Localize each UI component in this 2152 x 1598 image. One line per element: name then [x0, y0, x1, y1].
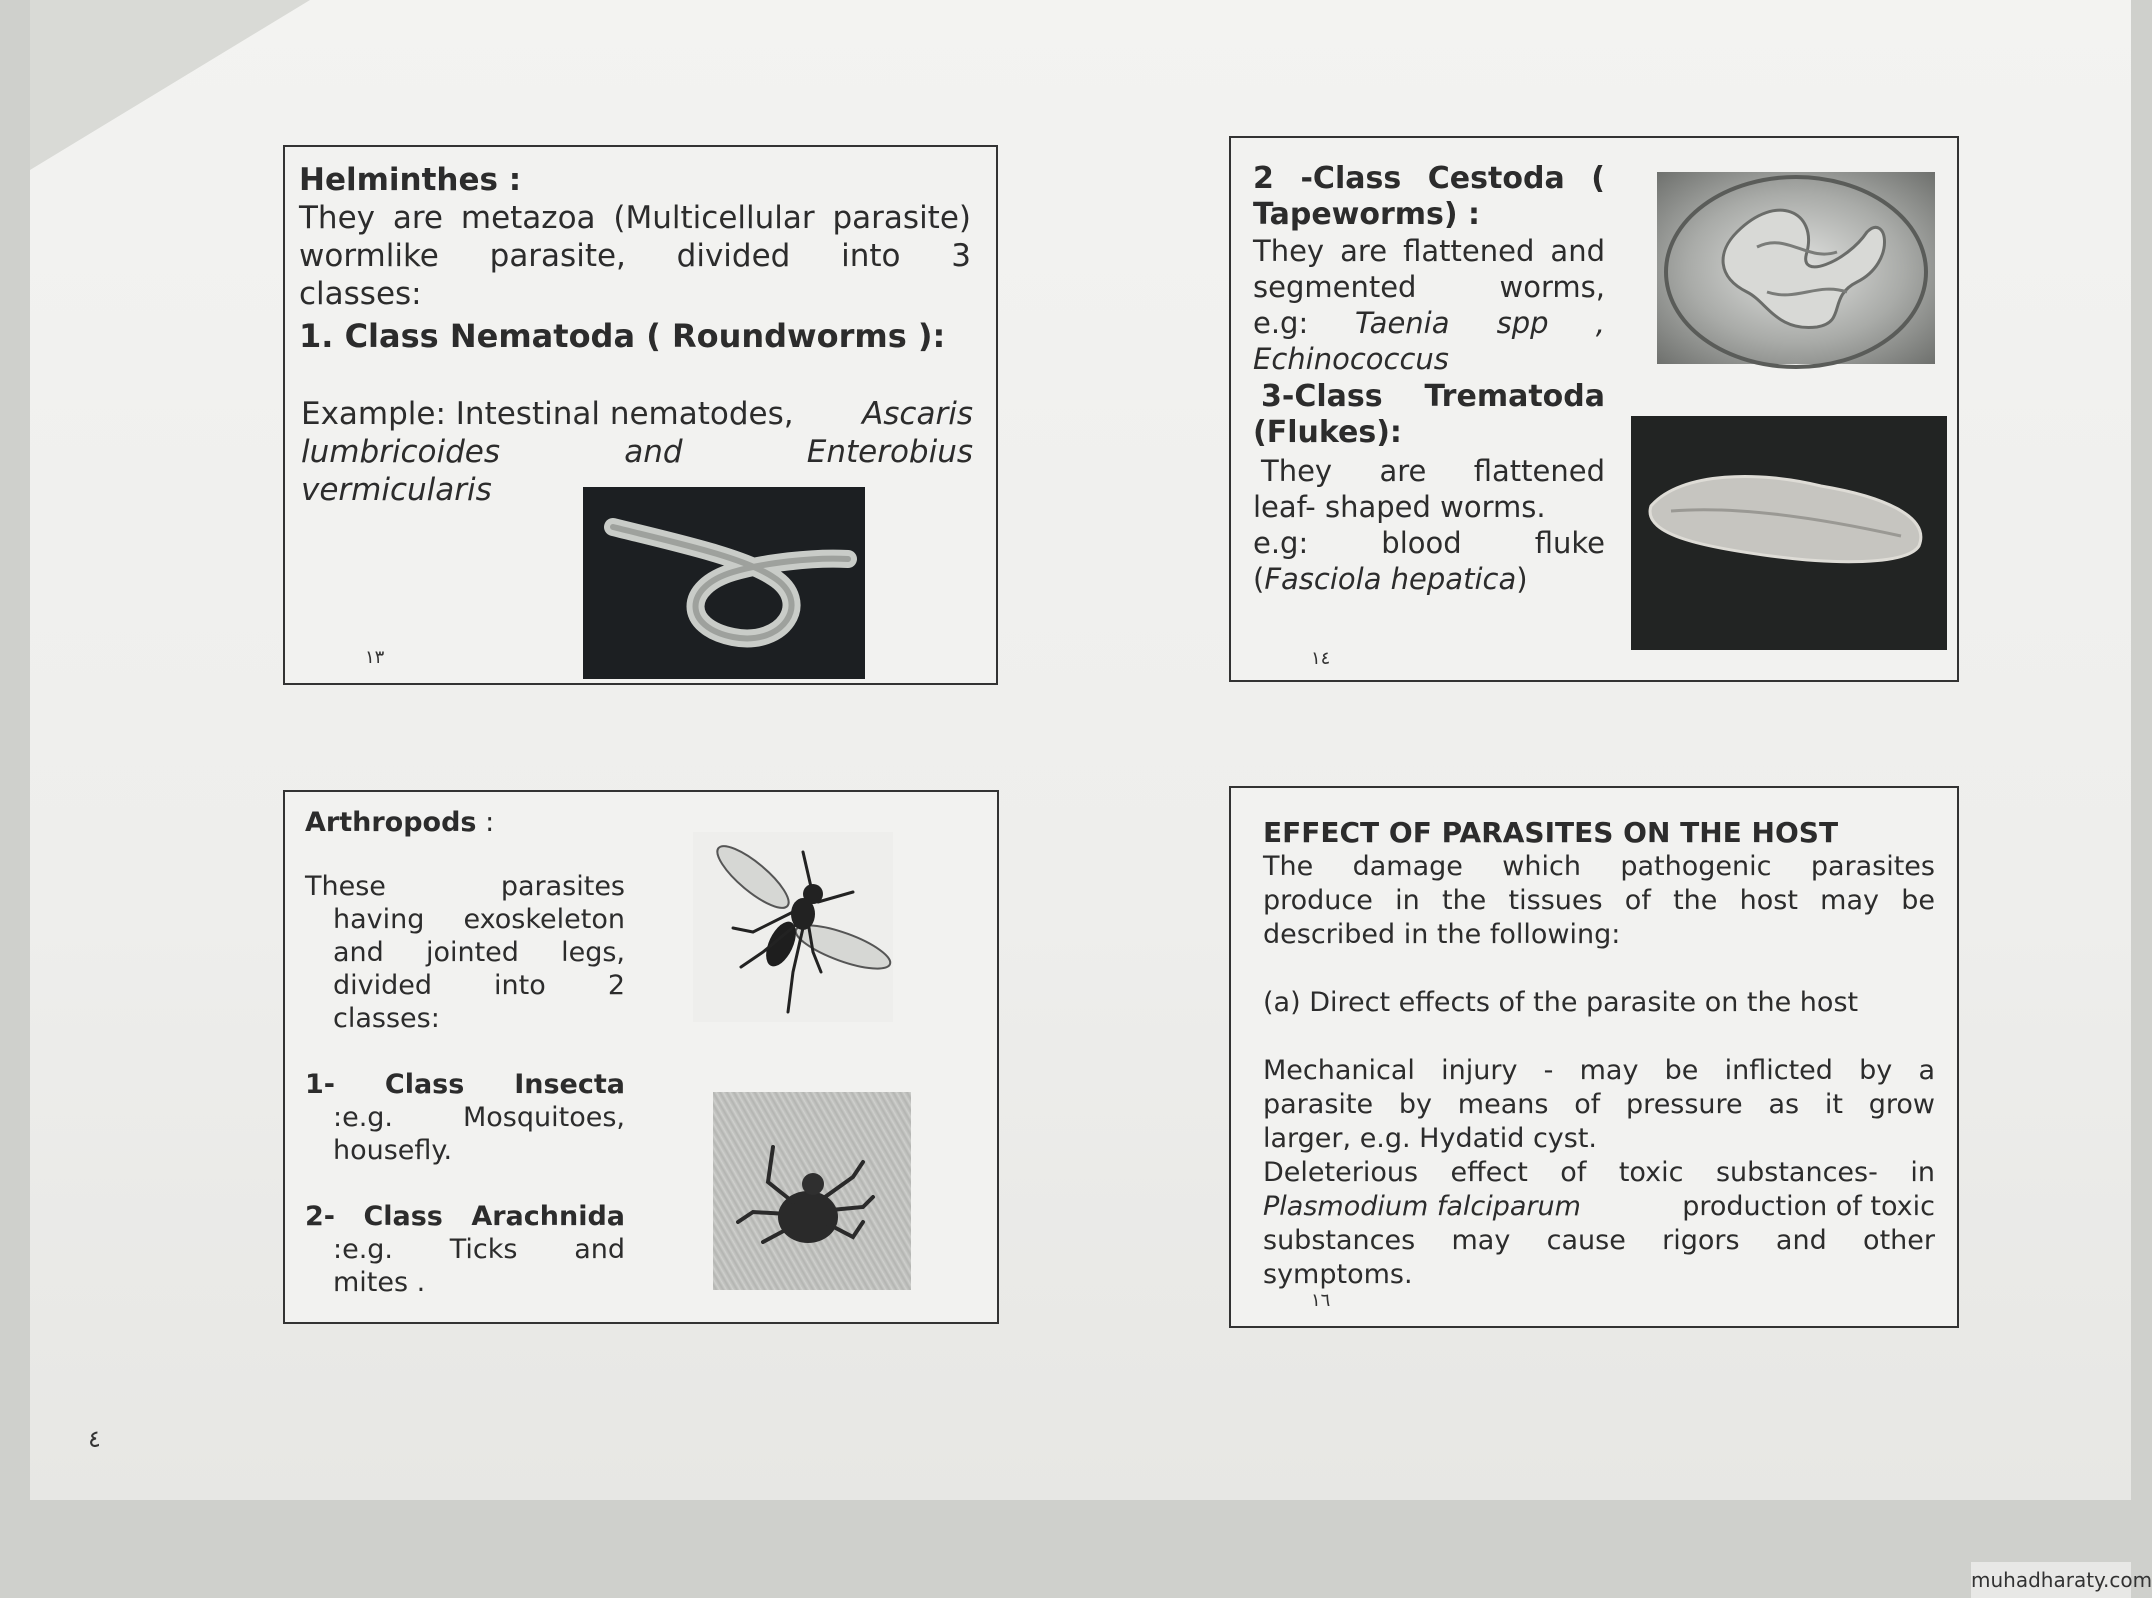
text-line: They are metazoa (Multicellular parasite) [299, 200, 971, 236]
text-line: having exoskeleton [333, 904, 625, 935]
text-line: Deleterious effect of toxic substances- in [1263, 1157, 1935, 1188]
text-line [1253, 560, 1528, 598]
document-page [30, 0, 2131, 1500]
text-line: produce in the tissues of the host may be [1263, 885, 1935, 916]
example-line [301, 395, 973, 433]
text-line: classes: [333, 1003, 440, 1034]
species-name: lumbricoides [301, 434, 501, 470]
tick-image [713, 1092, 911, 1290]
eg-prefix: e.g: [1253, 306, 1309, 340]
text-fragment: production of toxic [1682, 1191, 1935, 1222]
paren: ) [1516, 562, 1528, 596]
slide-title: Helminthes : [299, 162, 522, 198]
text-line: (a) Direct effects of the parasite on the host [1263, 987, 1859, 1018]
slide-number: ١٦ [1311, 1290, 1331, 1311]
text-line: Mechanical injury - may be inflicted by a [1263, 1055, 1935, 1086]
text-line: wormlike parasite, divided into 3 [299, 238, 971, 274]
text-line: They are flattened [1261, 454, 1605, 488]
slide-title: EFFECT OF PARASITES ON THE HOST [1263, 816, 1839, 849]
text-line: e.g: blood fluke [1253, 526, 1605, 560]
slide-number: ١٣ [365, 647, 385, 668]
slide-cestoda-trematoda [1229, 136, 1959, 682]
text-line: :e.g. Mosquitoes, [333, 1102, 625, 1133]
text-line: classes: [299, 276, 422, 312]
slide-number: ١٤ [1311, 648, 1331, 669]
text-line: These parasites [305, 871, 625, 902]
conjunction: and [624, 434, 683, 470]
class-heading: 3-Class Trematoda [1261, 379, 1605, 414]
colon: : [476, 807, 495, 838]
text-line: They are flattened and [1253, 234, 1605, 268]
species-name: Fasciola hepatica [1264, 562, 1517, 596]
example-prefix: Example: Intestinal nematodes, [301, 396, 794, 432]
tapeworm-image [1657, 172, 1935, 364]
liver-fluke-image [1631, 416, 1947, 650]
example-line [1253, 304, 1605, 342]
paren: ( [1253, 562, 1265, 596]
class-heading: 1- Class Insecta [305, 1069, 625, 1100]
species-name: Taenia spp , [1355, 306, 1605, 340]
slide-title: Arthropods [305, 807, 477, 838]
text-line: divided into 2 [333, 970, 625, 1001]
text-line: mites . [333, 1267, 426, 1298]
slide-title-line [305, 804, 494, 842]
text-line: :e.g. Ticks and [333, 1234, 625, 1265]
text-line: substances may cause rigors and other [1263, 1225, 1935, 1256]
text-line: The damage which pathogenic parasites [1263, 851, 1935, 882]
class-heading: 1. Class Nematoda ( Roundworms ): [299, 317, 946, 355]
text-line: segmented worms, [1253, 270, 1605, 304]
page-fold [30, 0, 310, 170]
slide-effects [1229, 786, 1959, 1328]
watermark: muhadharaty.com [1971, 1562, 2131, 1598]
text-line: housefly. [333, 1135, 453, 1166]
text-line: parasite by means of pressure as it grow [1263, 1089, 1935, 1120]
species-name: Enterobius [806, 434, 973, 470]
text-line [1263, 1190, 1935, 1224]
roundworm-image [583, 487, 865, 679]
class-heading: 2- Class Arachnida [305, 1201, 625, 1232]
species-name: vermicularis [301, 472, 492, 508]
page-number: ٤ [88, 1425, 101, 1453]
text-line: described in the following: [1263, 919, 1621, 950]
slide-helminthes [283, 145, 998, 685]
slide-arthropods [283, 790, 999, 1324]
species-name: Ascaris [862, 396, 973, 432]
text-line: leaf- shaped worms. [1253, 490, 1546, 524]
text-line: and jointed legs, [333, 937, 625, 968]
example-line [301, 433, 973, 471]
text-line: larger, e.g. Hydatid cyst. [1263, 1123, 1598, 1154]
species-name: Echinococcus [1253, 342, 1449, 376]
class-heading: 2 -Class Cestoda ( [1253, 161, 1605, 196]
class-heading: (Flukes): [1253, 415, 1402, 450]
class-heading: Tapeworms) : [1253, 197, 1481, 232]
fly-image [693, 832, 893, 1022]
text-line: symptoms. [1263, 1259, 1413, 1290]
species-name: Plasmodium falciparum [1263, 1191, 1581, 1222]
